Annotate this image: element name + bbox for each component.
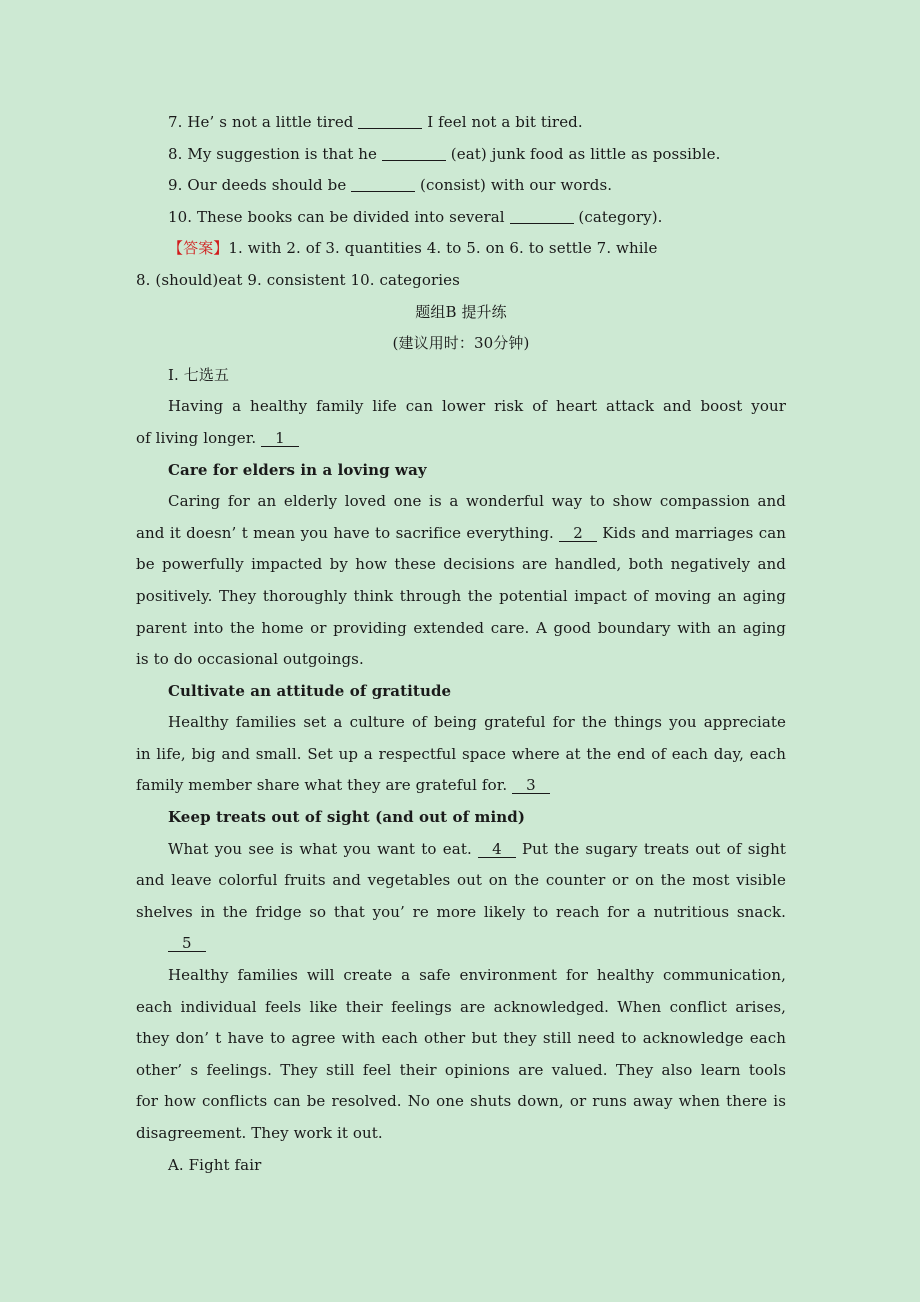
- passage-line: shelves in the fridge so that you’ re more likely to reach for a nutritious snack.: [136, 902, 786, 921]
- passage-line: disagreement. They work it out.: [136, 1124, 383, 1142]
- blank-3[interactable]: 3: [512, 778, 550, 794]
- passage-line: is to do occasional outgoings.: [136, 650, 364, 669]
- answer-blank[interactable]: [358, 114, 422, 129]
- blank-1[interactable]: 1: [261, 431, 299, 447]
- answer-blank[interactable]: [382, 146, 446, 161]
- blank-4[interactable]: 4: [478, 842, 516, 858]
- heading-treats: Keep treats out of sight (and out of mind): [168, 808, 526, 827]
- exercise-7: 7. He’ s not a little tired I feel not a bit tired.: [168, 113, 583, 131]
- option-a: A. Fight fair: [168, 1155, 262, 1174]
- answer-line-1: 【答案】1. with 2. of 3. quantities 4. to 5. on 6. to settle 7. while: [168, 239, 658, 258]
- exercise-8: 8. My suggestion is that he (eat) junk food as little as possible.: [168, 144, 721, 163]
- answer-blank[interactable]: [351, 177, 415, 192]
- passage-line: Healthy families set a culture of being grateful for the things you appreciate: [168, 713, 786, 732]
- passage-line: each individual feels like their feelings are acknowledged. When conflict arises,: [136, 997, 786, 1016]
- passage-line: other’ s feelings. They still feel their opinions are valued. They also learn tools: [136, 1060, 786, 1079]
- passage-line: [136, 928, 786, 960]
- exercise-10: 10. These books can be divided into several (category).: [168, 207, 663, 226]
- passage-line: parent into the home or providing extended care. A good boundary with an aging: [136, 618, 786, 637]
- document-page: [136, 107, 786, 1181]
- blank-2[interactable]: 2: [559, 526, 597, 542]
- blank-5[interactable]: 5: [168, 936, 206, 952]
- heading-care-for-elders: Care for elders in a loving way: [168, 460, 427, 479]
- passage-line: be powerfully impacted by how these decisions are handled, both negatively and: [136, 555, 786, 574]
- passage-line: What you see is what you want to eat. 4 Put the sugary treats out of sight: [168, 839, 786, 858]
- passage-line: family member share what they are grateful for. 3: [136, 770, 786, 802]
- passage-line: Caring for an elderly loved one is a wonderful way to show compassion and: [168, 492, 786, 511]
- group-title: 题组B 提升练: [415, 302, 507, 321]
- answer-blank[interactable]: [510, 209, 574, 224]
- passage-line: they don’ t have to agree with each other but they still need to acknowledge each: [136, 1029, 786, 1048]
- answer-tag: 【答案】: [168, 239, 229, 258]
- passage-line: of living longer. 1: [136, 423, 786, 455]
- passage-line: positively. They thoroughly think through the potential impact of moving an aging: [136, 586, 786, 605]
- passage-line: and leave colorful fruits and vegetables out on the counter or on the most visible: [136, 871, 786, 890]
- answer-line-2: 8. (should)eat 9. consistent 10. categories: [136, 270, 460, 289]
- passage-line: Healthy families will create a safe environment for healthy communication,: [168, 966, 786, 985]
- exercise-9: 9. Our deeds should be (consist) with our words.: [168, 176, 613, 195]
- passage-line: Having a healthy family life can lower risk of heart attack and boost your: [168, 397, 786, 416]
- heading-gratitude: Cultivate an attitude of gratitude: [168, 681, 452, 700]
- passage-line: and it doesn’ t mean you have to sacrifice everything. 2 Kids and marriages can: [136, 523, 786, 542]
- passage-line: for how conflicts can be resolved. No one shuts down, or runs away when there is: [136, 1092, 786, 1111]
- passage-line: in life, big and small. Set up a respectful space where at the end of each day, each: [136, 744, 786, 763]
- section-title: Ⅰ. 七选五: [168, 365, 230, 384]
- time-hint: (建议用时：30分钟): [392, 334, 530, 353]
